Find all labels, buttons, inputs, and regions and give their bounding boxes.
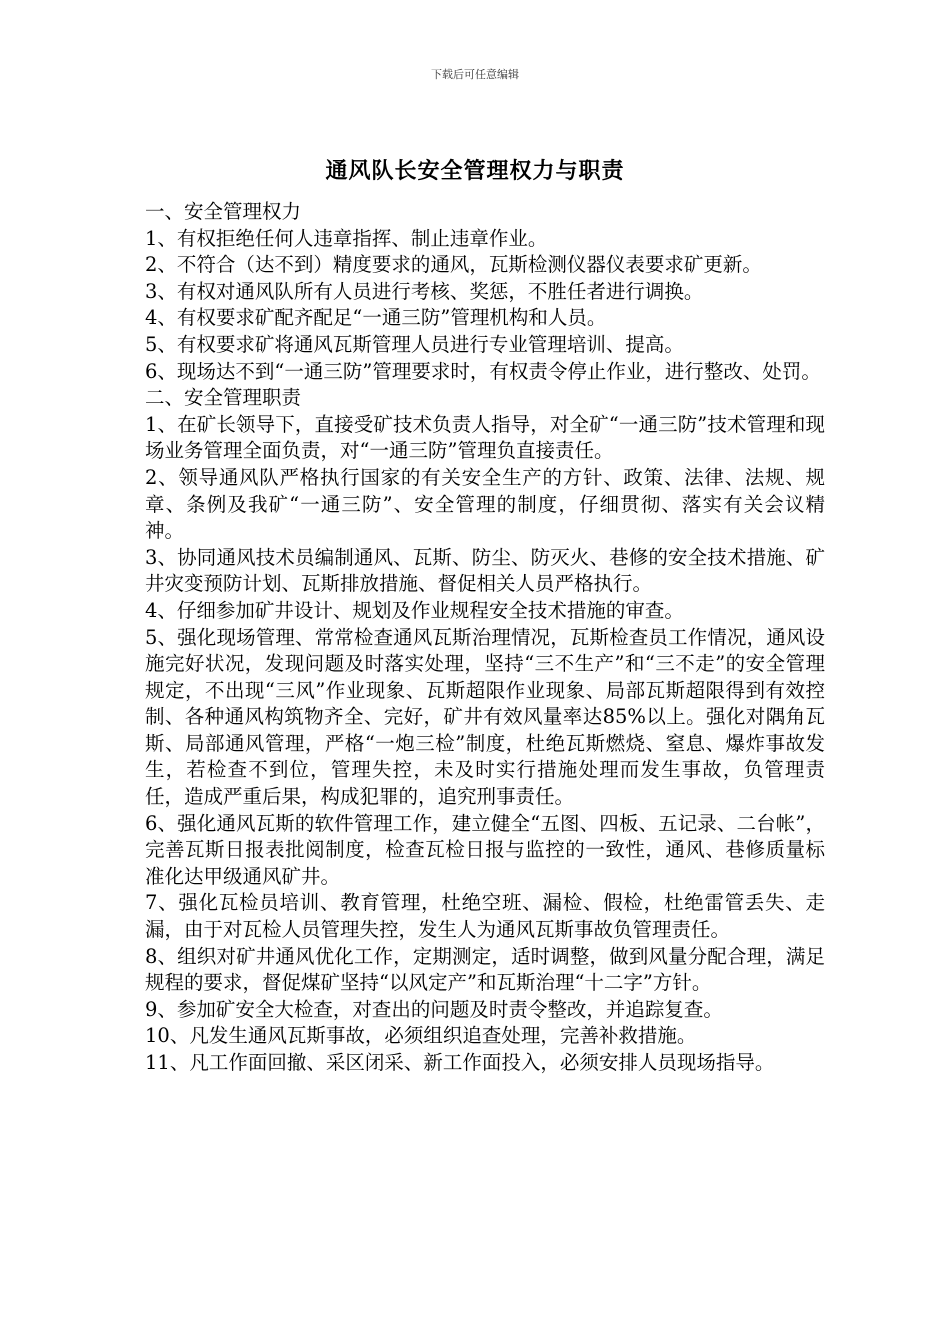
power-item-6: 6、现场达不到“一通三防”管理要求时，有权责令停止作业，进行整改、处罚。	[145, 359, 821, 383]
duty-item-1: 1、在矿长领导下，直接受矿技术负责人指导，对全矿“一通三防”技术管理和现场业务管理全面负责，对“一通三防”管理负直接责任。	[145, 412, 825, 463]
power-item-4: 4、有权要求矿配齐配足“一通三防”管理机构和人员。	[145, 306, 607, 330]
power-item-1: 1、有权拒绝任何人违章指挥、制止违章作业。	[145, 226, 548, 250]
duty-item-11: 11、凡工作面回撤、采区闭采、新工作面投入，必须安排人员现场指导。	[145, 1051, 775, 1074]
duty-item-10: 10、凡发生通风瓦斯事故，必须组织追查处理，完善补救措施。	[145, 1024, 697, 1048]
duty-item-7: 7、强化瓦检员培训、教育管理，杜绝空班、漏检、假检，杜绝雷管丢失、走漏，由于对瓦检人员管理失控，发生人为通风瓦斯事故负管理责任。	[145, 891, 825, 942]
power-item-5: 5、有权要求矿将通风瓦斯管理人员进行专业管理培训、提高。	[145, 332, 684, 356]
section-heading-duties: 二、安全管理职责	[145, 386, 302, 410]
document-title: 通风队长安全管理权力与职责	[325, 159, 625, 184]
power-item-3: 3、有权对通风队所有人员进行考核、奖惩，不胜任者进行调换。	[145, 279, 704, 303]
document-body	[145, 199, 825, 1077]
duty-item-5: 5、强化现场管理、常常检查通风瓦斯治理情况，瓦斯检查员工作情况，通风设施完好状况，发现问题及时落实处理，坚持“三不生产”和“三不走”的安全管理规定，不出现“三风”作业现象、瓦斯超限作业现象、局部瓦斯超限得到有效控制、各种通风构筑物齐全、完好，矿井有效风量率达85%以上。强化对隅角瓦斯、局部通风管理，严格“一炮三检”制度，杜绝瓦斯燃烧、窒息、爆炸事故发生，若检查不到位，管理失控，未及时实行措施处理而发生事故，负管理责任，造成严重后果，构成犯罪的，追究刑事责任。	[145, 625, 825, 809]
duty-item-4: 4、仔细参加矿井设计、规划及作业规程安全技术措施的审查。	[145, 598, 684, 622]
section-heading-powers: 一、安全管理权力	[145, 200, 302, 223]
duty-item-3: 3、协同通风技术员编制通风、瓦斯、防尘、防灭火、巷修的安全技术措施、矿井灾变预防计划、瓦斯排放措施、督促相关人员严格执行。	[145, 545, 825, 596]
duty-item-9: 9、参加矿安全大检查，对查出的问题及时责令整改，并追踪复查。	[145, 997, 723, 1021]
power-item-2: 2、不符合（达不到）精度要求的通风，瓦斯检测仪器仪表要求矿更新。	[145, 253, 762, 277]
duty-item-2: 2、领导通风队严格执行国家的有关安全生产的方针、政策、法律、法规、规章、条例及我矿“一通三防”、安全管理的制度，仔细贯彻、落实有关会议精神。	[145, 465, 825, 543]
duty-item-8: 8、组织对矿井通风优化工作，定期测定，适时调整，做到风量分配合理，满足规程的要求，督促煤矿坚持“以风定产”和瓦斯治理“十二字”方针。	[145, 944, 825, 995]
duty-item-6: 6、强化通风瓦斯的软件管理工作，建立健全“五图、四板、五记录、二台帐”，完善瓦斯日报表批阅制度，检查瓦检日报与监控的一致性，通风、巷修质量标准化达甲级通风矿井。	[145, 811, 825, 888]
header-note: 下载后可任意编辑	[431, 68, 519, 81]
